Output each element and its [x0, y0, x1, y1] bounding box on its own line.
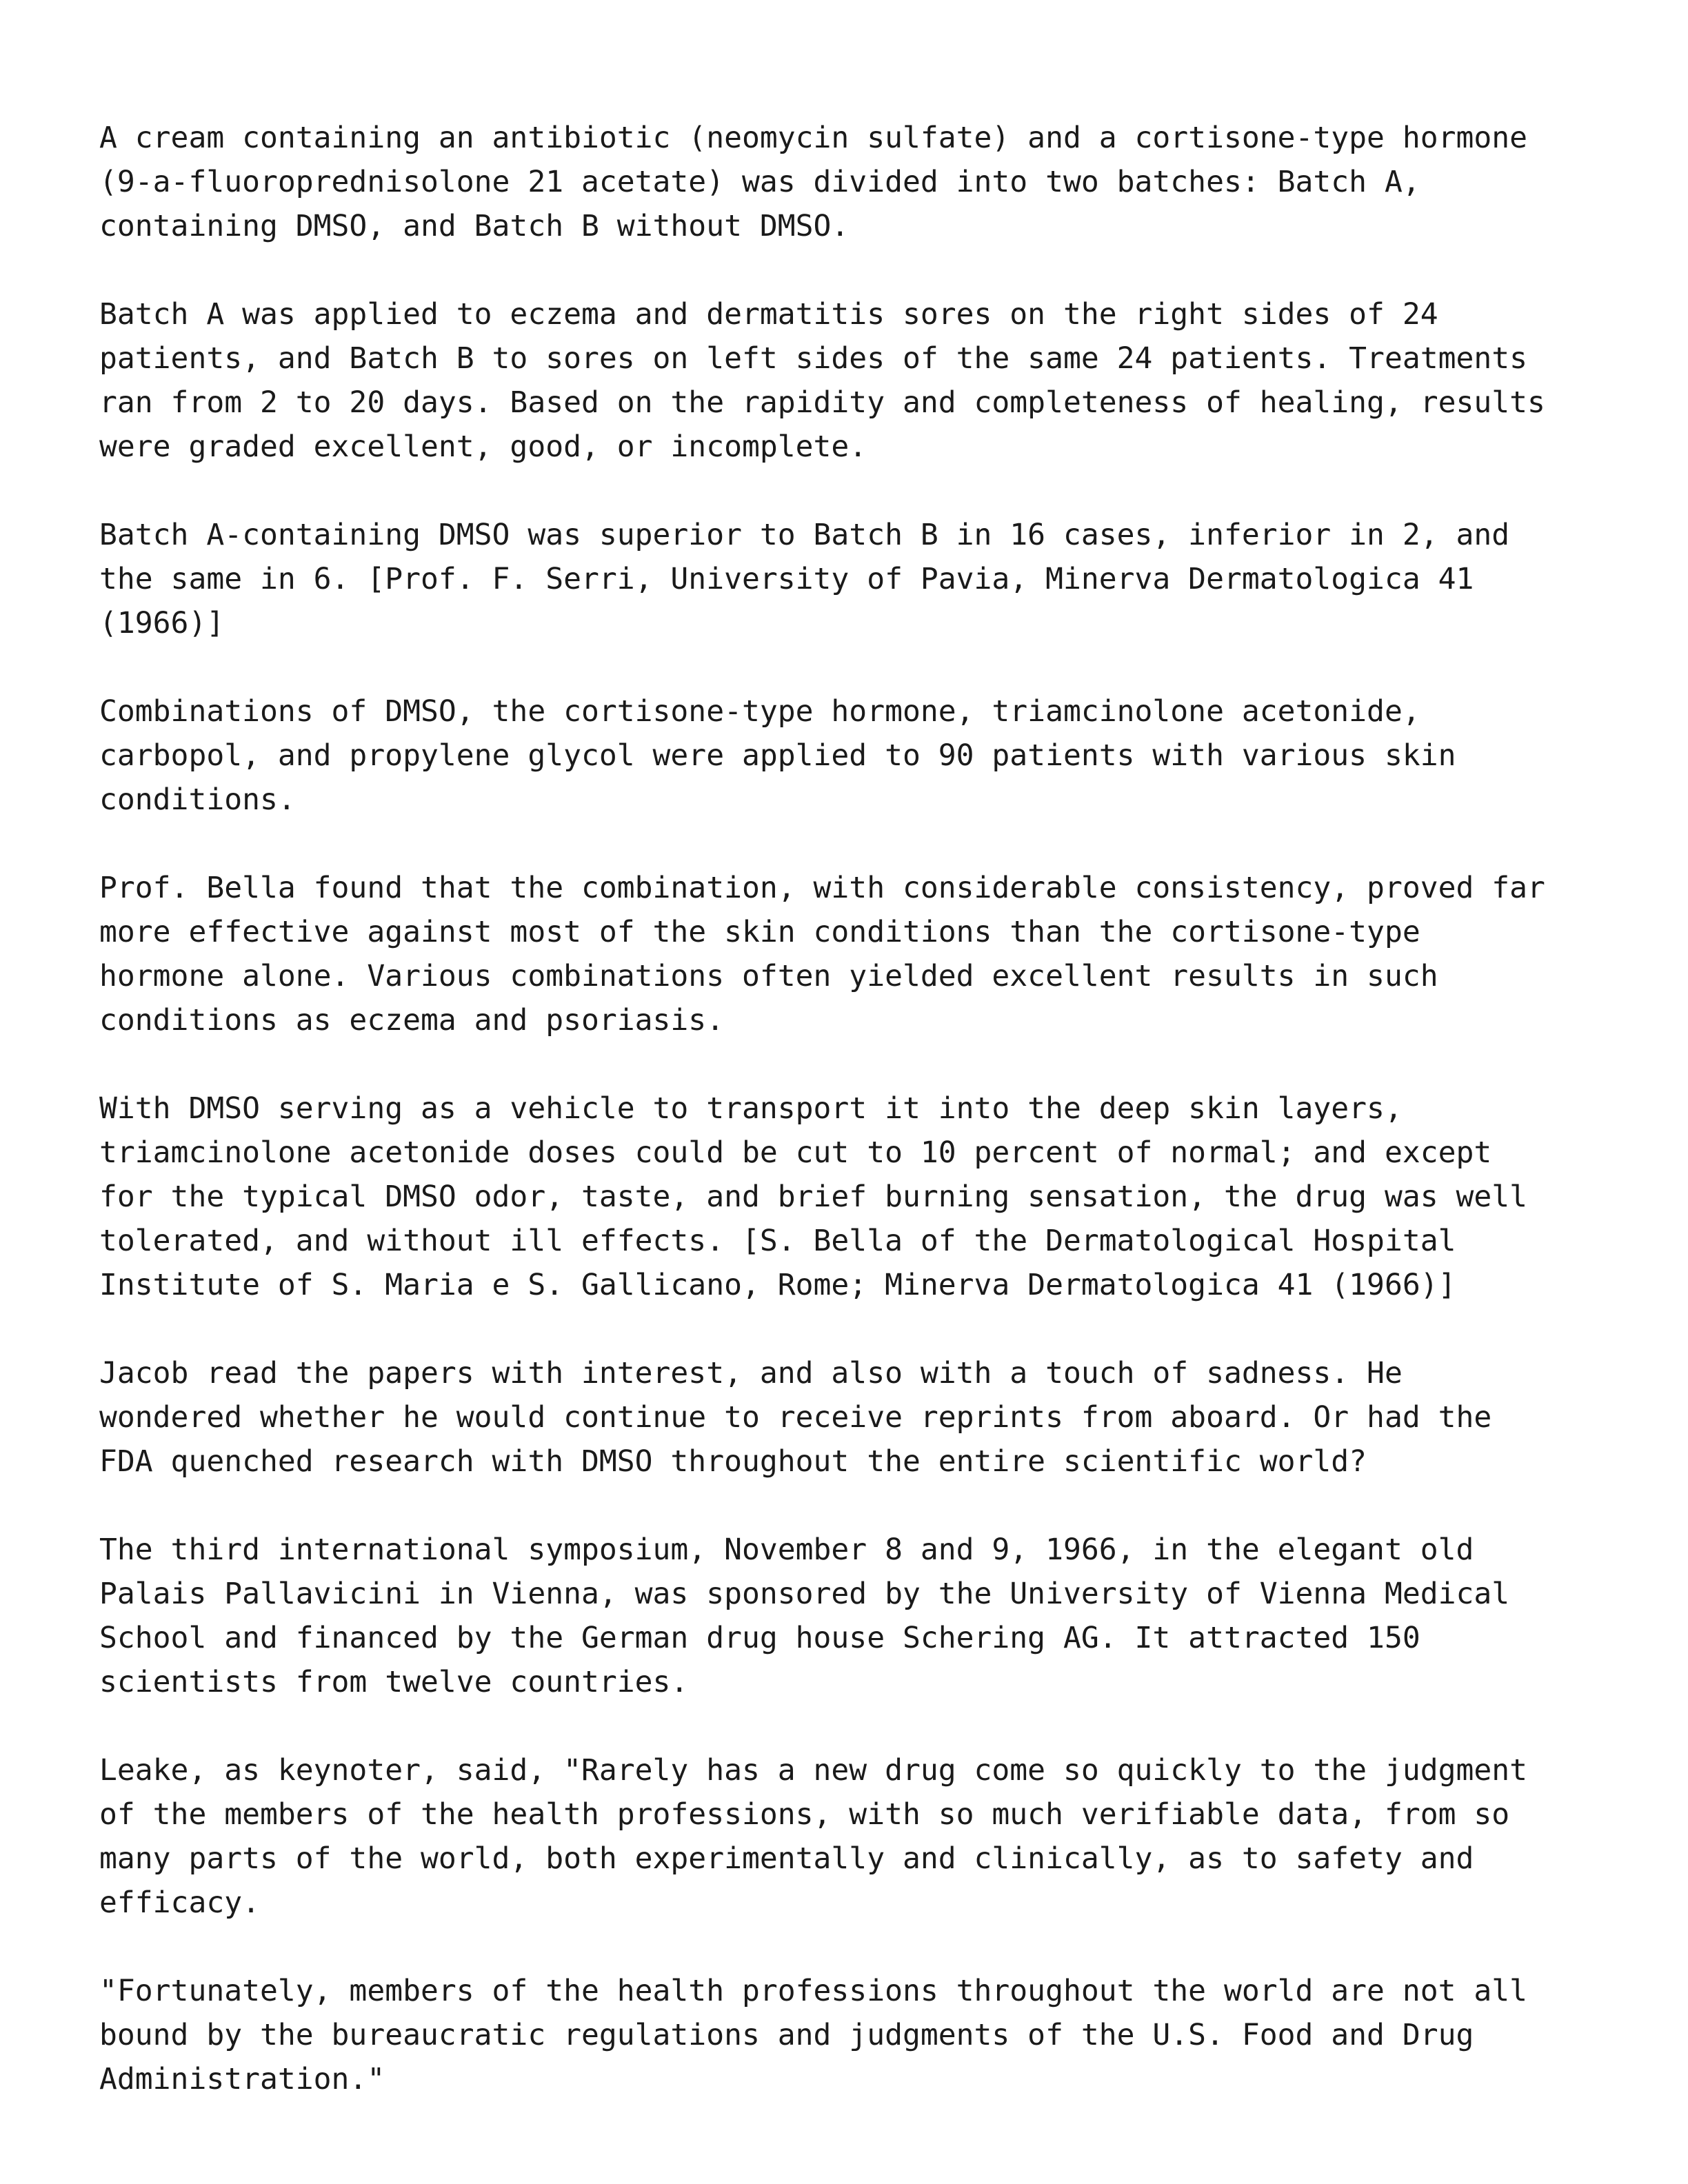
paragraph-batch-application: Batch A was applied to eczema and dermatitis sores on the right sides of 24 patients, and Batch B to sores on left sides of the same 24 patients. Treatments ran from 2 to 20 days. Based on the rapidity and completeness of healing, results were graded excellent, good, or incomplete. [99, 297, 1545, 464]
paragraph-vienna-symposium: The third international symposium, November 8 and 9, 1966, in the elegant old Palais Pallavicini in Vienna, was sponsored by the University of Vienna Medical School and financed by the German drug house Schering AG. It attracted 150 scientists from twelve countries. [99, 1533, 1510, 1699]
paragraph-cream-batches: A cream containing an antibiotic (neomycin sulfate) and a cortisone-type hormone (9-a-fluoroprednisolone 21 acetate) was divided into two batches: Batch A, containing DMSO, and Batch B without DMSO. [99, 121, 1528, 243]
document-page [99, 116, 1616, 2145]
paragraph-bella-findings: Prof. Bella found that the combination, with considerable consistency, proved far more effective against most of the skin conditions than the cortisone-type hormone alone. Various combinations often yielded excellent results in such conditions as eczema and psoriasis. [99, 871, 1545, 1038]
paragraph-jacob-reading: Jacob read the papers with interest, and also with a touch of sadness. He wondered whether he would continue to receive reprints from aboard. Or had the FDA quenched research with DMSO throughout the entire scientific world? [99, 1356, 1492, 1479]
paragraph-leake-keynote: Leake, as keynoter, said, "Rarely has a new drug come so quickly to the judgment of the members of the health professions, with so much verifiable data, from so many parts of the world, both experimentally and clinically, as to safety and efficacy. [99, 1753, 1528, 1920]
paragraph-dmso-vehicle: With DMSO serving as a vehicle to transport it into the deep skin layers, triamcinolone acetonide doses could be cut to 10 percent of normal; and except for the typical DMSO odor, taste, and brief burning sensation, the drug was well tolerated, and without ill effects. [S. Bella of the Dermatological Hospital Institute of S. Maria e S. Gallicano, Rome; Minerva Dermatologica 41 (1966)] [99, 1091, 1528, 1302]
paragraph-combinations: Combinations of DMSO, the cortisone-type hormone, triamcinolone acetonide, carbopol, and propylene glycol were applied to 90 patients with various skin conditions. [99, 694, 1456, 817]
paragraph-leake-quote: "Fortunately, members of the health professions throughout the world are not all bound by the bureaucratic regulations and judgments of the U.S. Food and Drug Administration." [99, 1974, 1528, 2096]
paragraph-serri-results: Batch A-containing DMSO was superior to Batch B in 16 cases, inferior in 2, and the same in 6. [Prof. F. Serri, University of Pavia, Minerva Dermatologica 41 (1966)] [99, 518, 1510, 640]
